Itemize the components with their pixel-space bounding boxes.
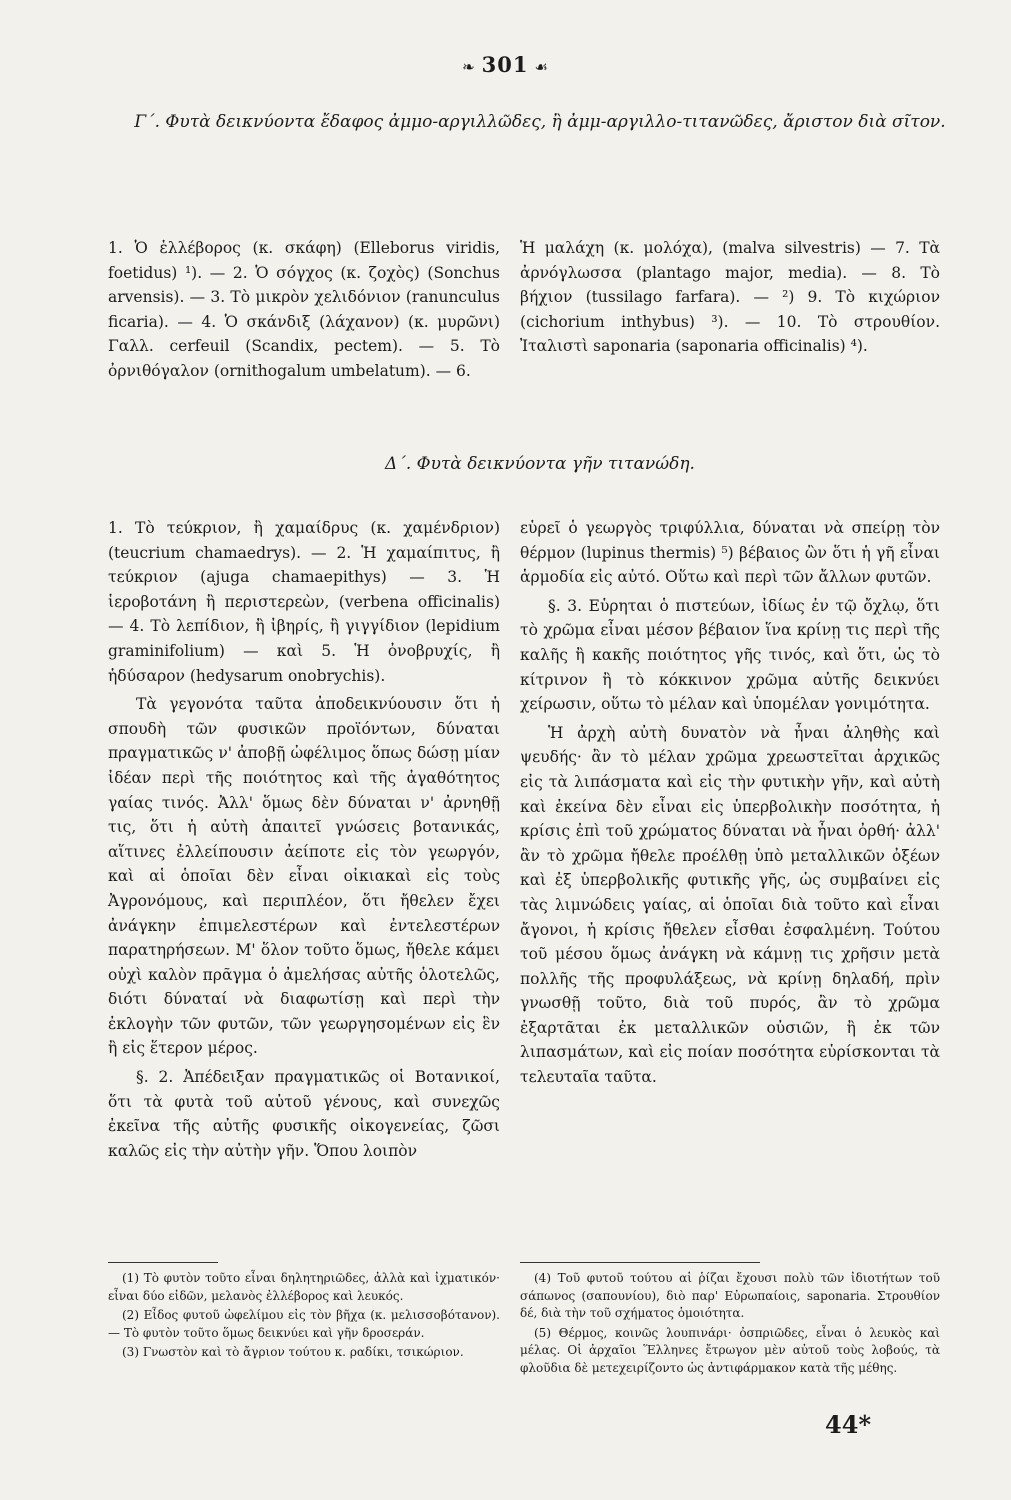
ornament-left: ❧ — [462, 58, 476, 76]
footnote: (4) Τοῦ φυτοῦ τούτου αἱ ῥίζαι ἔχουσι πολὺ τῶν ἰδιοτήτων τοῦ σάπωνος (σαπουνίου), διὸ παρ' Εὐρωπαίοις, saponaria. Στρουθίον δέ, διὰ τὴν τοῦ σχήματος ὁμοιότητα. — [520, 1271, 940, 1320]
section-d-left-paragraph: Τὰ γεγονότα ταῦτα ἀποδεικνύουσιν ὅτι ἡ σπουδὴ τῶν φυσικῶν προϊόντων, δύναται πραγματικῶς ν' ἀποβῇ ὠφέλιμος ὅπως δώσῃ μίαν ἰδέαν περὶ τῆς ποιότητος καὶ τῆς ἀγαθότητος γαίας τινός. Ἀλλ' ὅμως δὲν δύναται ν' ἀρνηθῇ τις, ὅτι ἡ αὐτὴ ἀπαιτεῖ γνώσεις βοτανικάς, αἵτινες ἐλλείπουσιν ἀείποτε εἰς τὸν γεωργόν, καὶ αἱ ὁποῖαι δὲν εἶναι οἰκιακαὶ εἰς τοὺς Ἀγρονόμους, καὶ περιπλέον, ὅτι ἤθελεν ἔχει ἀνάγκην ἐπιμελεστέρων καὶ ἐντελεστέρων παρατηρήσεων. Μ' ὅλον τοῦτο ὅμως, ἤθελε κάμει οὐχὶ καλὸν πρᾶγμα ὁ ἀμελήσας αὐτῆς ὁλοτελῶς, διότι δύναταί νὰ διαφωτίσῃ καὶ περὶ τὴν ἐκλογὴν τῶν φυτῶν, τῶν γεωργησομένων εἰς ἓν ἢ εἰς ἕτερον μέρος. — [108, 695, 500, 1058]
section-d-right-paragraph: εὑρεῖ ὁ γεωργὸς τριφύλλια, δύναται νὰ σπείρῃ τὸν θέρμον (lupinus thermis) ⁵) βέβαιος ὢν ὅτι ἡ γῆ εἶναι ἁρμοδία εἰς αὐτό. Οὕτω καὶ περὶ τῶν ἄλλων φυτῶν. — [520, 519, 940, 587]
footnotes-right — [520, 1270, 940, 1379]
ornament-right: ☙ — [534, 58, 549, 76]
page-number — [0, 52, 1011, 77]
footnotes-left — [108, 1270, 500, 1364]
footnote-rule-right — [520, 1262, 760, 1263]
page-number-value: 301 — [481, 52, 529, 77]
section-c-left-text: 1. Ὁ ἑλλέβορος (κ. σκάφη) (Elleborus viridis, foetidus) ¹). — 2. Ὁ σόγχος (κ. ζοχὸς) (Sonchus arvensis). — 3. Τὸ μικρὸν χελιδόνιον (ranunculus ficaria). — 4. Ὁ σκάνδιξ (λάχανον) (κ. μυρῶνι) Γαλλ. cerfeuil (Scandix, pectem). — 5. Τὸ ὀρνιθόγαλον (ornithogalum umbelatum). — 6. — [108, 239, 500, 380]
section-c-heading: Γ΄. Φυτὰ δεικνύοντα ἔδαφος ἀμμο-αργιλλῶδες, ἢ ἀμμ-αργιλλο-τιτανῶδες, ἄριστον διὰ σῖτον. — [134, 112, 946, 132]
footnote-rule-left — [108, 1262, 218, 1263]
section-d-left-paragraph: 1. Τὸ τεύκριον, ἢ χαμαίδρυς (κ. χαμένδριον) (teucrium chamaedrys). — 2. Ἡ χαμαίπιτυς, ἢ τεύκριον (ajuga chamaepithys) — 3. Ἡ ἱεροβοτάνη ἢ περιστερεὼν, (verbena officinalis) — 4. Τὸ λεπίδιον, ἢ ἰβηρίς, ἢ γιγγίδιον (lepidium graminifolium) — καὶ 5. Ἡ ὀνοβρυχίς, ἢ ἡδύσαρον (hedysarum onobrychis). — [108, 519, 500, 685]
section-d-right-column — [520, 516, 940, 1094]
section-c-right-column — [520, 236, 940, 363]
footnote: (5) Θέρμος, κοινῶς λουπινάρι· ὀσπριῶδες, εἶναι ὁ λευκὸς καὶ μέλας. Οἱ ἀρχαῖοι Ἕλληνες ἔτρωγον μὲν αὐτοῦ τοὺς λοβούς, τὰ φλοῦδια δὲ μετεχειρίζοντο ὡς ἀντιφάρμακον κατὰ τῆς μέθης. — [520, 1325, 940, 1375]
footnote: (1) Τὸ φυτὸν τοῦτο εἶναι δηλητηριῶδες, ἀλλὰ καὶ ἰχματικόν· εἶναι δύο εἰδῶν, μελανὸς ἐλλέβορος καὶ λευκός. — [108, 1271, 500, 1303]
section-d-right-paragraph: Ἡ ἀρχὴ αὐτὴ δυνατὸν νὰ ἦναι ἀληθὴς καὶ ψευδής· ἂν τὸ μέλαν χρῶμα χρεωστεῖται ἀρχικῶς εἰς τὰ λιπάσματα καὶ εἰς τὴν φυτικὴν γῆν, καὶ αὐτὴ καὶ ἐκείνα δὲν εἶναι εἰς ὑπερβολικὴν ποσότητα, ἡ κρίσις ἐπὶ τοῦ χρώματος δύναται νὰ ἦναι ὀρθή· ἀλλ' ἂν τὸ χρῶμα ἤθελε προέλθῃ ὑπὸ μεταλλικῶν ὀξέων καὶ ἐξ ὑπερβολικῆς φυτικῆς γῆς, ὡς συμβαίνει εἰς τὰς λιμνώδεις γαίας, αἱ ὁποῖαι διὰ τοῦτο καὶ εἶναι ἄγονοι, ἡ κρίσις ἤθελεν εἶσθαι ἐσφαλμένη. Τούτου τοῦ μέσου ὅμως ἀνάγκη νὰ κάμνῃ τις χρῆσιν μετὰ πολλῆς τῆς προφυλάξεως, νὰ κρίνῃ δηλαδή, πρὶν γνωσθῇ τοῦτο, διὰ τοῦ πυρός, ἂν τὸ χρῶμα ἐξαρτᾶται ἐκ μεταλλικῶν οὐσιῶν, ἢ ἐκ τῶν λιπασμάτων, καὶ εἰς ποίαν ποσότητα εὑρίσκονται τὰ τελευταῖα ταῦτα. — [520, 723, 940, 1087]
section-d-right-paragraph: §. 3. Εὑρηται ὁ πιστεύων, ἰδίως ἐν τῷ ὄχλῳ, ὅτι τὸ χρῶμα εἶναι μέσον βέβαιον ἵνα κρίνῃ τις περὶ τῆς καλῆς ἢ κακῆς ποιότητος γῆς τινός, καὶ ὅτι, ὡς τὸ κίτρινον ἢ τὸ κόκκινον χρῶμα αὐτῆς δεικνύει χείρωσιν, οὕτω τὸ μέλαν καὶ ὑπομέλαν γονιμότητα. — [520, 596, 940, 714]
signature-mark: 44* — [825, 1410, 871, 1439]
section-c-left-column — [108, 236, 500, 388]
section-c-right-text: Ἡ μαλάχη (κ. μολόχα), (malva silvestris) — 7. Τὰ ἀρνόγλωσσα (plantago major, media). — 8. Τὸ βήχιον (tussilago farfara). — ²) 9. Τὸ κιχώριον (cichorium inthybus) ³). — 10. Τὸ στρουθίον. Ἰταλιστὶ saponaria (saponaria officinalis) ⁴). — [520, 239, 940, 356]
section-d-heading: Δ΄. Φυτὰ δεικνύοντα γῆν τιτανώδη. — [385, 454, 695, 474]
footnote: (2) Εἶδος φυτοῦ ὠφελίμου εἰς τὸν βῆχα (κ. μελισσοβότανον). — Τὸ φυτὸν τοῦτο ὅμως δεικνύει καὶ γῆν δροσεράν. — [108, 1308, 500, 1340]
section-d-left-column — [108, 516, 500, 1167]
section-d-left-paragraph: §. 2. Ἀπέδειξαν πραγματικῶς οἱ Βοτανικοί, ὅτι τὰ φυτὰ τοῦ αὐτοῦ γένους, καὶ συνεχῶς ἐκεῖνα τῆς αὐτῆς φυσικῆς οἰκογενείας, ζῶσι καλῶς εἰς τὴν αὐτὴν γῆν. Ὅπου λοιπὸν — [108, 1068, 500, 1160]
footnote: (3) Γνωστὸν καὶ τὸ ἄγριον τούτου κ. ραδίκι, τσικώριον. — [122, 1345, 464, 1359]
